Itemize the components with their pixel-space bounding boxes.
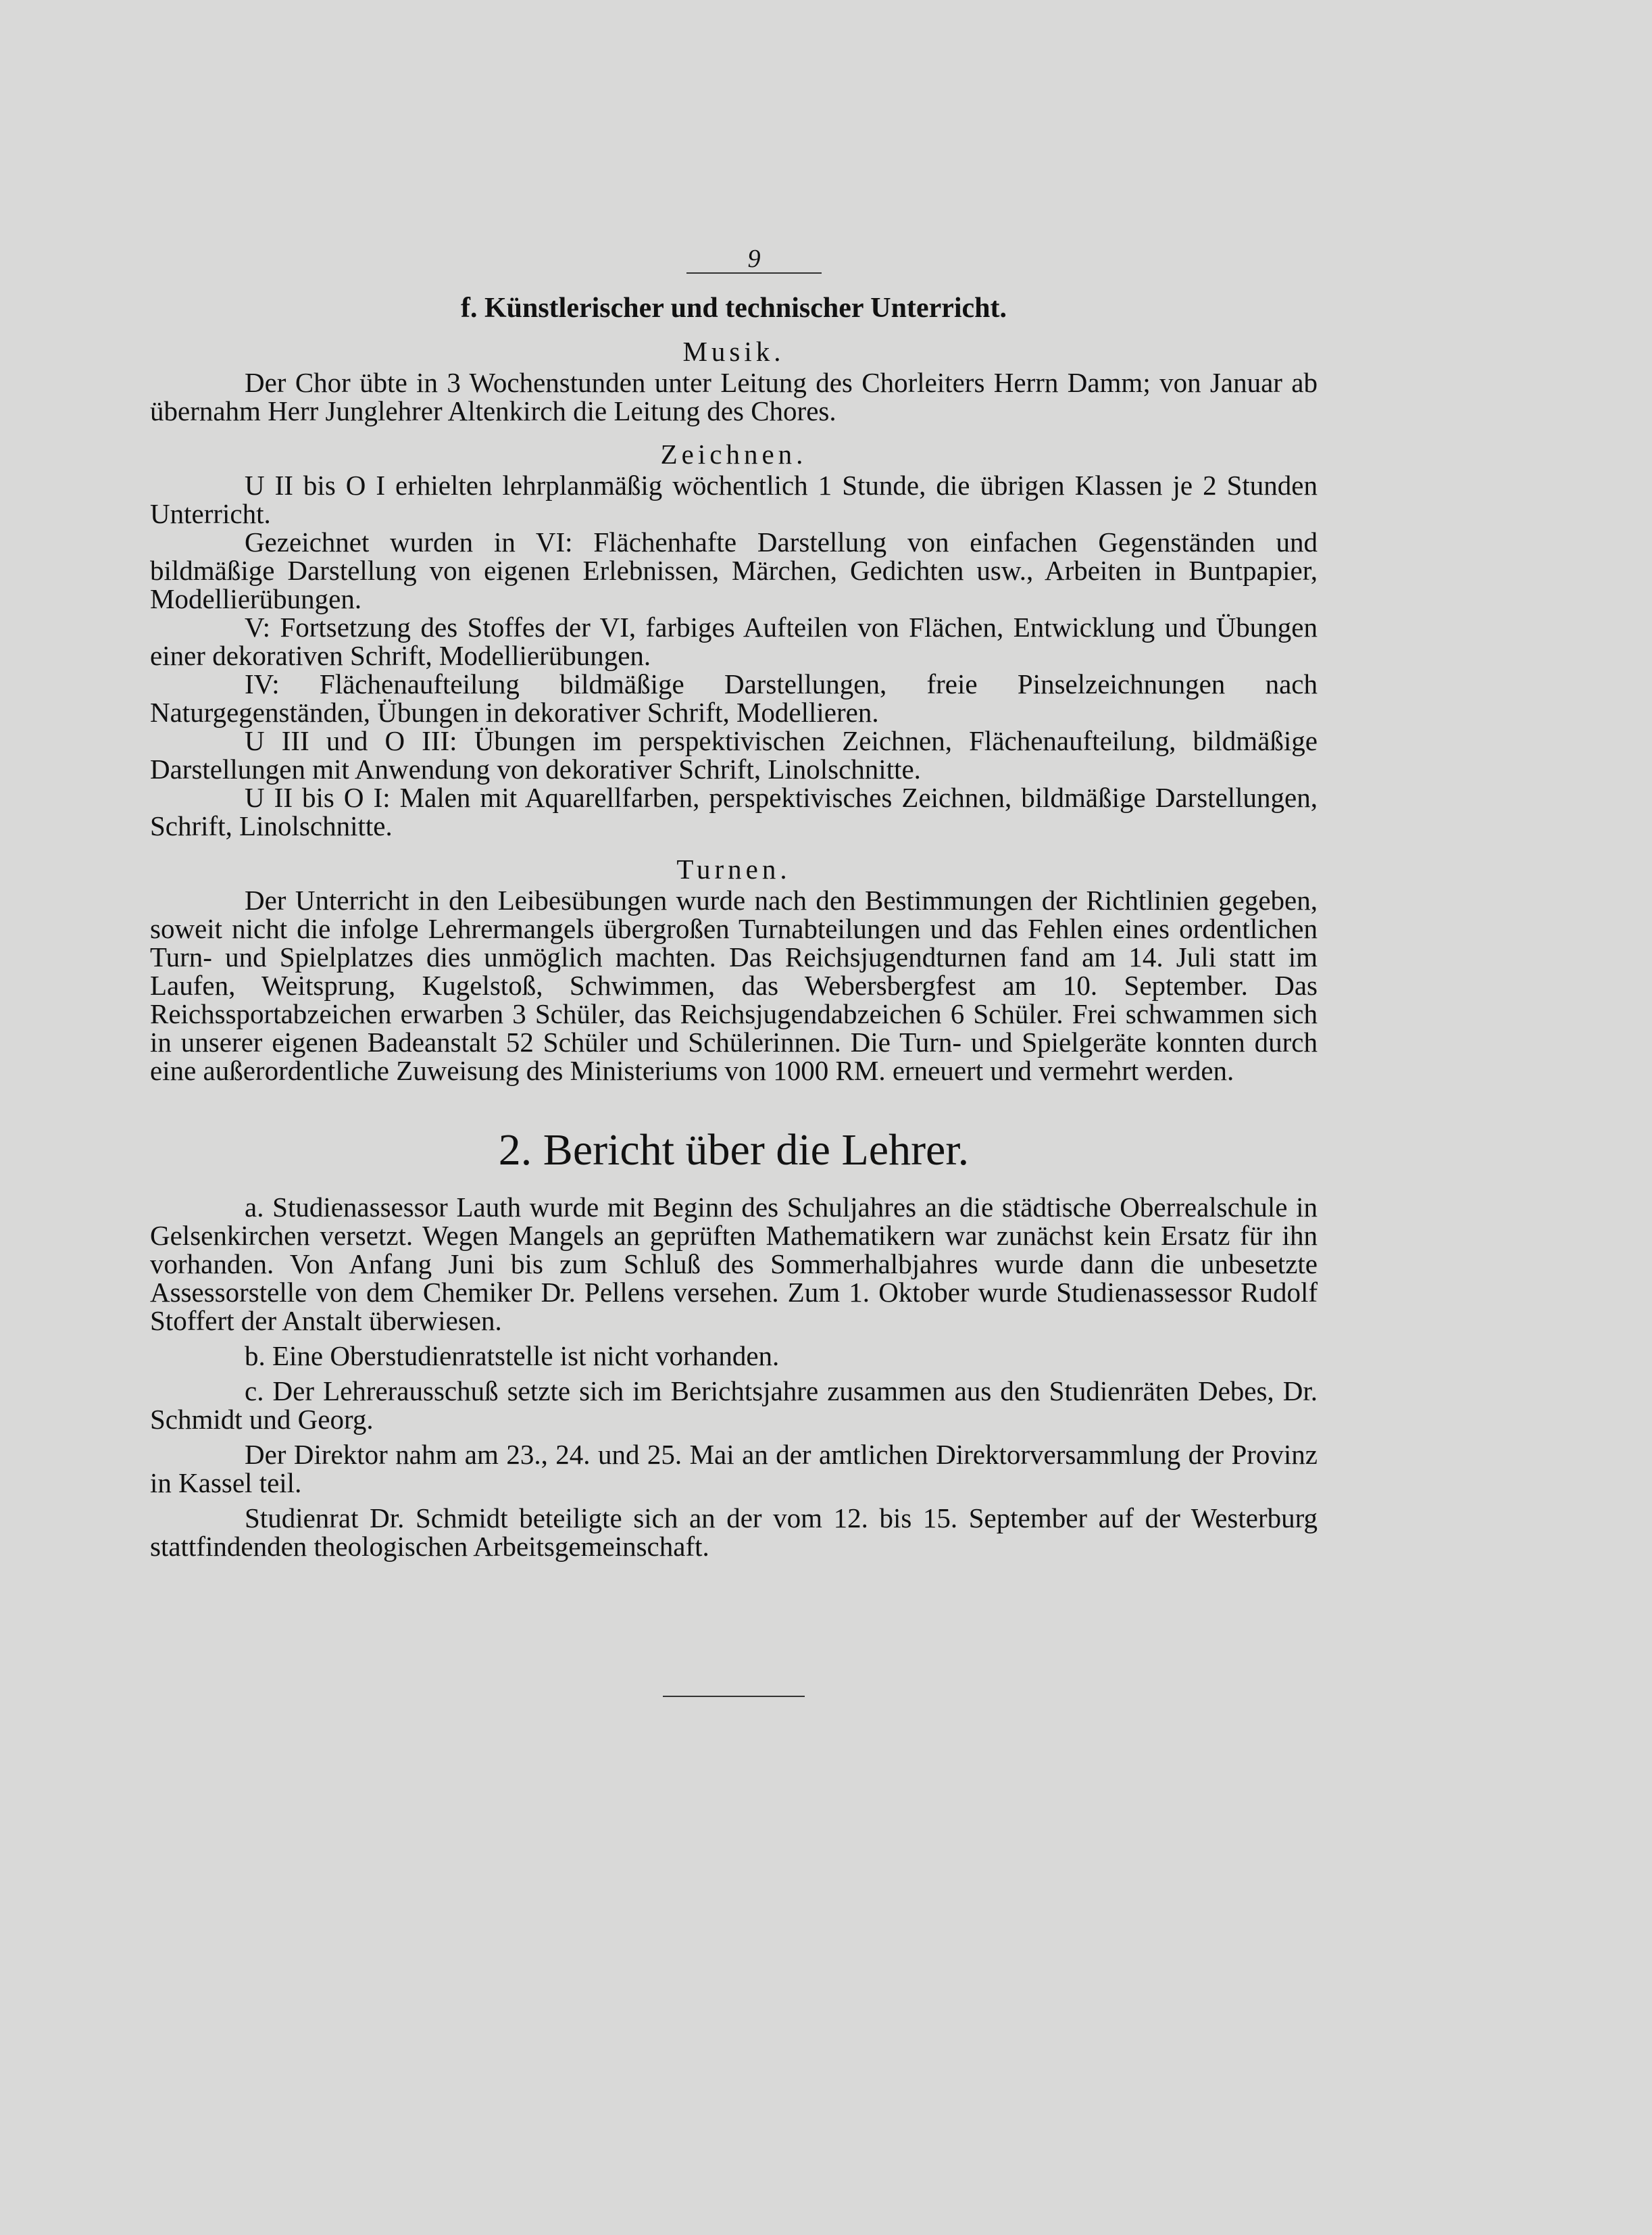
section-2-title: 2. Bericht über die Lehrer.: [498, 1125, 970, 1175]
musik-paragraph: Der Chor übte in 3 Wochenstunden unter Leitung des Chorleiters Herrn Damm; von Januar ab übernahm Herr Junglehrer Altenkirch die Leitung des Chores.: [150, 367, 1318, 426]
lehrer-paragraph: Der Direktor nahm am 23., 24. und 25. Mai an der amtlichen Direktorversammlung der Provinz in Kassel teil.: [150, 1439, 1318, 1498]
zeichnen-paragraph: U II bis O I erhielten lehrplanmäßig wöchentlich 1 Stunde, die übrigen Klassen je 2 Stunden Unterricht.: [150, 470, 1318, 529]
zeichnen-heading: Zeichnen.: [660, 439, 807, 470]
end-divider: [663, 1696, 805, 1697]
zeichnen-paragraph: Gezeichnet wurden in VI: Flächenhafte Darstellung von einfachen Gegenständen und bildmäßige Darstellung von eigenen Erlebnissen, Märchen, Gedichten usw., Arbeiten in Buntpapier, Modellierübungen.: [150, 526, 1318, 614]
page-number-wrapper: [191, 243, 1318, 274]
zeichnen-paragraph: V: Fortsetzung des Stoffes der VI, farbiges Aufteilen von Flächen, Entwicklung und Übungen einer dekorativen Schrift, Modellierübungen.: [150, 612, 1318, 671]
lehrer-paragraph: a. Studienassessor Lauth wurde mit Beginn des Schuljahres an die städtische Oberrealschule in Gelsenkirchen versetzt. Wegen Mangels an geprüften Mathematikern war zunächst kein Ersatz für ihn vorhanden. Von Anfang Juni bis zum Schluß des Sommerhalbjahres wurde dann die unbesetzte Assessorstelle von dem Chemiker Dr. Pellens versehen. Zum 1. Oktober wurde Studienassessor Rudolf Stoffert der Anstalt überwiesen.: [150, 1192, 1318, 1336]
page-number: 9: [686, 245, 822, 274]
zeichnen-paragraph: IV: Flächenaufteilung bildmäßige Darstellungen, freie Pinselzeichnungen nach Naturgegenständen, Übungen in dekorativer Schrift, Modellieren.: [150, 668, 1318, 728]
lehrer-section: [150, 1193, 1318, 1561]
lehrer-paragraph: b. Eine Oberstudienratstelle ist nicht vorhanden.: [245, 1340, 780, 1371]
page-content: [150, 243, 1318, 1697]
zeichnen-paragraph: U II bis O I: Malen mit Aquarellfarben, perspektivisches Zeichnen, bildmäßige Darstellungen, Schrift, Linolschnitte.: [150, 782, 1318, 841]
section-f-title: f. Künstlerischer und technischer Unterricht.: [460, 293, 1007, 324]
turnen-paragraph: Der Unterricht in den Leibesübungen wurde nach den Bestimmungen der Richtlinien gegeben, soweit nicht die infolge Lehrermangels übergroßen Turnabteilungen und das Fehlen eines ordentlichen Turn- und Spielplatzes dies unmöglich machten. Das Reichsjugendturnen fand am 14. Juli statt im Laufen, Weitsprung, Kugelstoß, Schwimmen, das Webersbergfest am 10. September. Das Reichssportabzeichen erwarben 3 Schüler, das Reichsjugendabzeichen 6 Schüler. Frei schwammen sich in unserer eigenen Badeanstalt 52 Schüler und Schülerinnen. Die Turn- und Spielgeräte konnten durch eine außerordentliche Zuweisung des Ministeriums von 1000 RM. erneuert und vermehrt werden.: [150, 885, 1318, 1086]
zeichnen-paragraph: U III und O III: Übungen im perspektivischen Zeichnen, Flächenaufteilung, bildmäßige Darstellungen mit Anwendung von dekorativer Schrift, Linolschnitte.: [150, 725, 1318, 785]
turnen-heading: Turnen.: [676, 854, 791, 885]
lehrer-paragraph: Studienrat Dr. Schmidt beteiligte sich an der vom 12. bis 15. September auf der Westerburg stattfindenden theologischen Arbeitsgemeinschaft.: [150, 1502, 1318, 1562]
musik-heading: Musik.: [682, 336, 785, 367]
lehrer-paragraph: c. Der Lehrerausschuß setzte sich im Berichtsjahre zusammen aus den Studienräten Debes, Dr. Schmidt und Georg.: [150, 1375, 1318, 1435]
